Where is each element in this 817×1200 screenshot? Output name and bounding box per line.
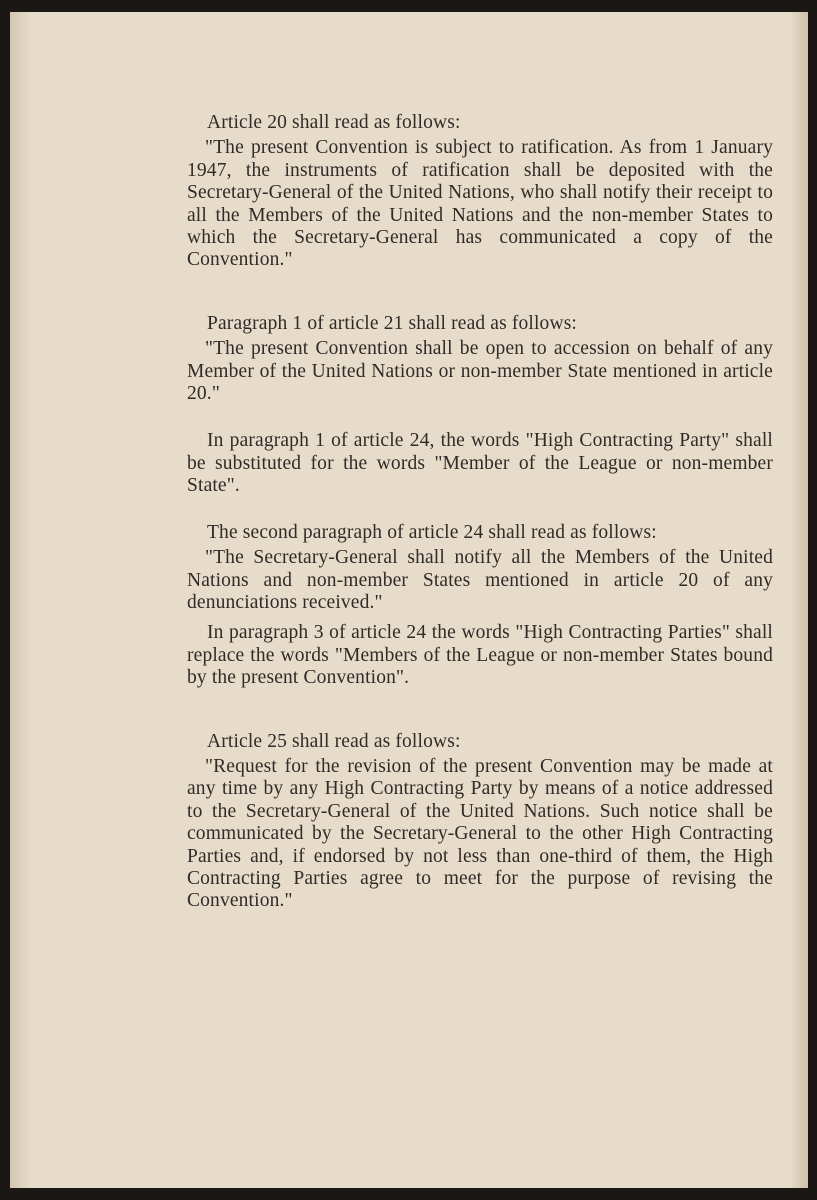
- document-page: [10, 12, 808, 1188]
- article-24-paragraph-2-heading: The second paragraph of article 24 shall read as follows:: [207, 521, 657, 543]
- article-24-paragraph-1: In paragraph 1 of article 24, the words "High Contracting Party" shall be substituted for the words "Member of the League or non-member State".: [187, 430, 773, 497]
- article-21-quote: "The present Convention shall be open to accession on behalf of any Member of the United Nations or non-member State mentioned in article 20.": [187, 338, 773, 405]
- article-25-quote: "Request for the revision of the present Convention may be made at any time by any High Contracting Party by means of a notice addressed to the Secretary-General of the United Nations. Such notice shall be communicated by the Secretary-General to the other High Contracting Parties and, if endorsed by not less than one-third of them, the High Contracting Parties agree to meet for the purpose of revising the Convention.": [187, 755, 773, 912]
- article-21-heading: Paragraph 1 of article 21 shall read as follows:: [207, 312, 577, 334]
- article-20-quote: "The present Convention is subject to ratification. As from 1 January 1947, the instruments of ratification shall be deposited with the Secretary-General of the United Nations, who shall notify their receipt to all the Members of the United Nations and the non-member States to which the Secretary-General has communicated a copy of the Convention.": [187, 137, 773, 271]
- spacer: [187, 498, 773, 522]
- spacer: [187, 690, 773, 731]
- article-20-heading: Article 20 shall read as follows:: [207, 112, 461, 133]
- spacer: [187, 272, 773, 313]
- article-24-paragraph-2-quote: "The Secretary-General shall notify all the Members of the United Nations and non-member States mentioned in article 20 of any denunciations received.": [187, 547, 773, 613]
- spacer: [187, 614, 773, 622]
- spacer: [187, 405, 773, 430]
- article-25-heading: Article 25 shall read as follows:: [207, 730, 461, 752]
- document-body: [187, 112, 773, 913]
- article-24-paragraph-3: In paragraph 3 of article 24 the words "High Contracting Parties" shall replace the words "Members of the League or non-member States bound by the present Convention".: [187, 622, 773, 689]
